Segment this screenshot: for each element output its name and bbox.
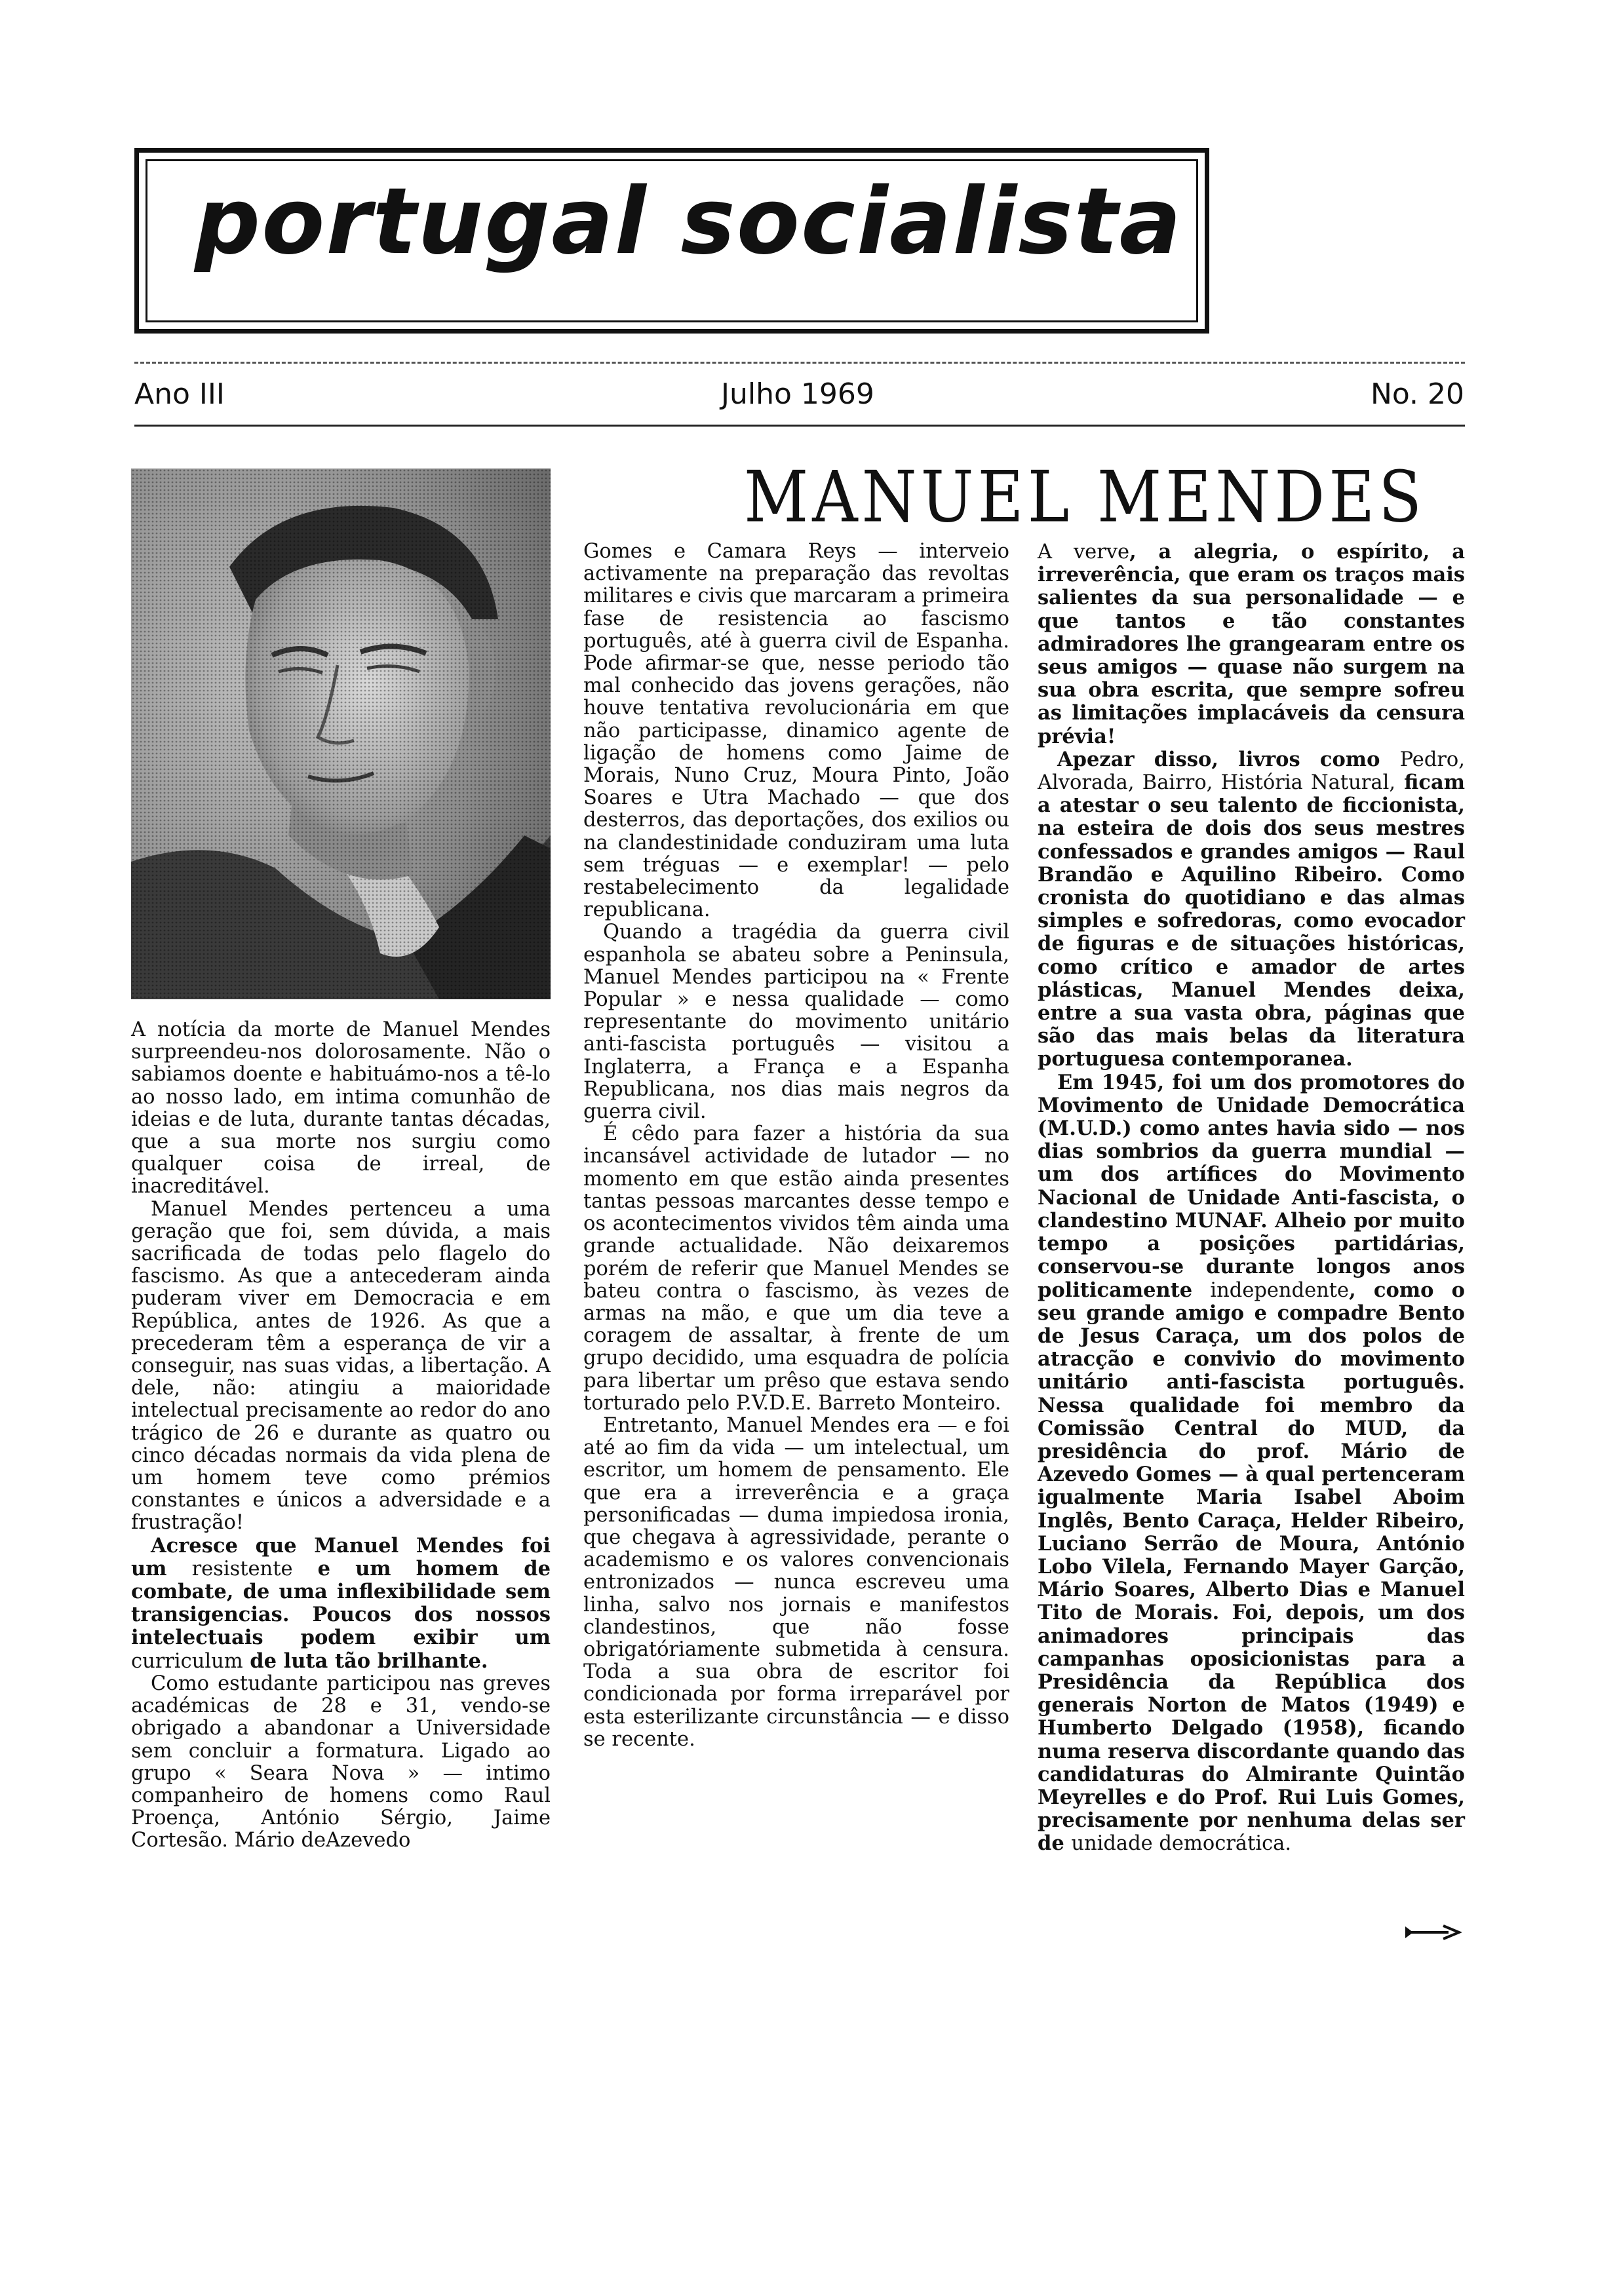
paragraph: Em 1945, foi um dos promotores do Movimento de Unidade Democrática (M.U.D.) como antes havia sido — nos dias sombrios da guerra mundial — um dos artífices do Movimento Nacional de Unidade Anti-fascista, o clandestino MUNAF. Alheio por muito tempo a posições partidárias, conservou-se durante longos anos politicamente independente, como o seu grande amigo e compadre Bento de Jesus Caraça, um dos polos de atracção e convivio do movimento unitário anti-fascista português. Nessa qualidade foi membro da Comissão Central do MUD, da presidência do prof. Mário de Azevedo Gomes — à qual pertenceram igualmente Maria Isabel Aboim Inglês, Bento Caraça, Helder Ribeiro, Luciano Serrão de Moura, António Lobo Vilela, Fernando Mayer Garção, Mário Soares, Alberto Dias e Manuel Tito de Morais. Foi, depois, um dos animadores principais das campanhas oposicionistas para a Presidência da República dos generais Norton de Matos (1949) e Humberto Delgado (1958), ficando numa reserva discordante quando das candidaturas do Almirante Quintão Meyrelles e do Prof. Rui Luis Gomes, precisamente por nenhuma delas ser de unidade democrática. [1038, 1070, 1465, 1856]
masthead-box [134, 148, 1209, 334]
headline: MANUEL MENDES [743, 456, 1426, 539]
paragraph: Gomes e Camara Reys — interveio activamente na preparação das revoltas militares e civis que marcaram a primeira fase de resistencia ao fascismo português, até à guerra civil de Espanha. Pode afirmar-se que, nesse periodo tão mal conhecido das jovens gerações, não houve tentativa revolucionária em que não participasse, dinamico agente de ligação de homens como Jaime de Morais, Nuno Cruz, Moura Pinto, João Soares e Utra Machado — que dos desterros, das deportações, dos exilios ou na clandestinidade conduziram uma luta sem tréguas — e exemplar! — pelo restabelecimento da legalidade republicana. [583, 540, 1009, 922]
paragraph: Como estudante participou nas greves académicas de 28 e 31, vendo-se obrigado a abandonar a Universidade sem concluir a formatura. Ligado ao grupo « Seara Nova » — intimo companheiro de homens como Raul Proença, António Sérgio, Jaime Cortesão. Mário deAzevedo [131, 1672, 551, 1852]
masthead-title: portugal socialista [195, 168, 1183, 275]
article-column-1 [131, 1019, 551, 1852]
portrait-photo [131, 469, 551, 999]
bottom-divider [134, 425, 1465, 427]
article-column-3 [1038, 541, 1465, 1856]
issue-date: Julho 1969 [721, 377, 874, 411]
paragraph: A notícia da morte de Manuel Mendes surpreendeu-nos dolorosamente. Não o sabiamos doente e habituámo-nos a tê-lo ao nosso lado, em intima comunhão de ideias e de luta, durante tantas décadas, que a sua morte nos surgiu como qualquer coisa de irreal, de inacreditável. [131, 1018, 551, 1198]
paragraph: Apezar disso, livros como Pedro, Alvorada, Bairro, História Natural, ficam a atestar o seu talento de ficcionista, na esteira de dois dos seus mestres confessados e grandes amigos — Raul Brandão e Aquilino Ribeiro. Como cronista do quotidiano e das almas simples e sofredoras, como evocador de figuras e de situações históricas, como crítico e amador de artes plásticas, Manuel Mendes deixa, entre a sua vasta obra, páginas que são das mais belas da literatura portuguesa contemporanea. [1038, 747, 1465, 1071]
issue-number: No. 20 [1370, 377, 1464, 411]
issue-year: Ano III [134, 377, 225, 411]
paragraph: Entretanto, Manuel Mendes era — e foi até ao fim da vida — um intelectual, um escritor, um homem de pensamento. Ele que era a irreverência e a graça personificadas — duma impiedosa ironia, que chegava à agressividade, perante o academismo e os valores convencionais entronizados — nunca escreveu uma linha, salvo nos jornais e manifestos clandestinos, que não fosse obrigatóriamente submetida à censura. Toda a sua obra de escritor foi condicionada por forma irreparável por esta esterilizante circunstância — e disso se recente. [583, 1413, 1009, 1751]
paragraph: Manuel Mendes pertenceu a uma geração que foi, sem dúvida, a mais sacrificada de todas pelo flagelo do fascismo. As que a antecederam ainda puderam viver em Democracia e em República, antes de 1926. As que a precederam têm a esperança de vir a conseguir, nas suas vidas, a libertação. A dele, não: atingiu a maioridade intelectual precisamente ao redor do ano trágico de 26 e durante as quatro ou cinco décadas normais da vida plena de um homem teve como prémios constantes e únicos a adversidade e a frustração! [131, 1197, 551, 1535]
portrait-illustration [131, 469, 551, 999]
paragraph: Quando a tragédia da guerra civil espanhola se abateu sobre a Peninsula, Manuel Mendes participou na « Frente Popular » e nessa qualidade — como representante do movimento unitário anti-fascista português — visitou a Inglaterra, a França e a Espanha Republicana, nos dias mais negros da guerra civil. [583, 921, 1009, 1124]
arrow-right-icon [1403, 1923, 1462, 1942]
top-divider [134, 362, 1465, 364]
paragraph: É cêdo para fazer a história da sua incansável actividade de lutador — no momento em que estão ainda presentes tantas pessoas marcantes desse tempo e os acontecimentos vividos têm ainda uma grande actualidade. Não deixaremos porém de referir que Manuel Mendes se bateu contra o fascismo, às vezes de armas na mão, e que um dia teve a coragem de assaltar, à frente de um grupo decidido, uma esquadra de polícia para libertar um prêso que estava sendo torturado pelo P.V.D.E. Barreto Monteiro. [583, 1122, 1009, 1415]
article-column-2 [583, 541, 1009, 1751]
paragraph: A verve, a alegria, o espírito, a irreverência, que eram os traços mais salientes da sua personalidade — e que tantos e tão constantes admiradores lhe grangearam entre os seus amigos — quase não surgem na sua obra escrita, que sempre sofreu as limitações implacáveis da censura prévia! [1038, 540, 1465, 748]
paragraph: Acresce que Manuel Mendes foi um resistente e um homem de combate, de uma inflexibilidade sem transigencias. Poucos dos nossos intelectuais podem exibir um curriculum de luta tão brilhante. [131, 1533, 551, 1673]
